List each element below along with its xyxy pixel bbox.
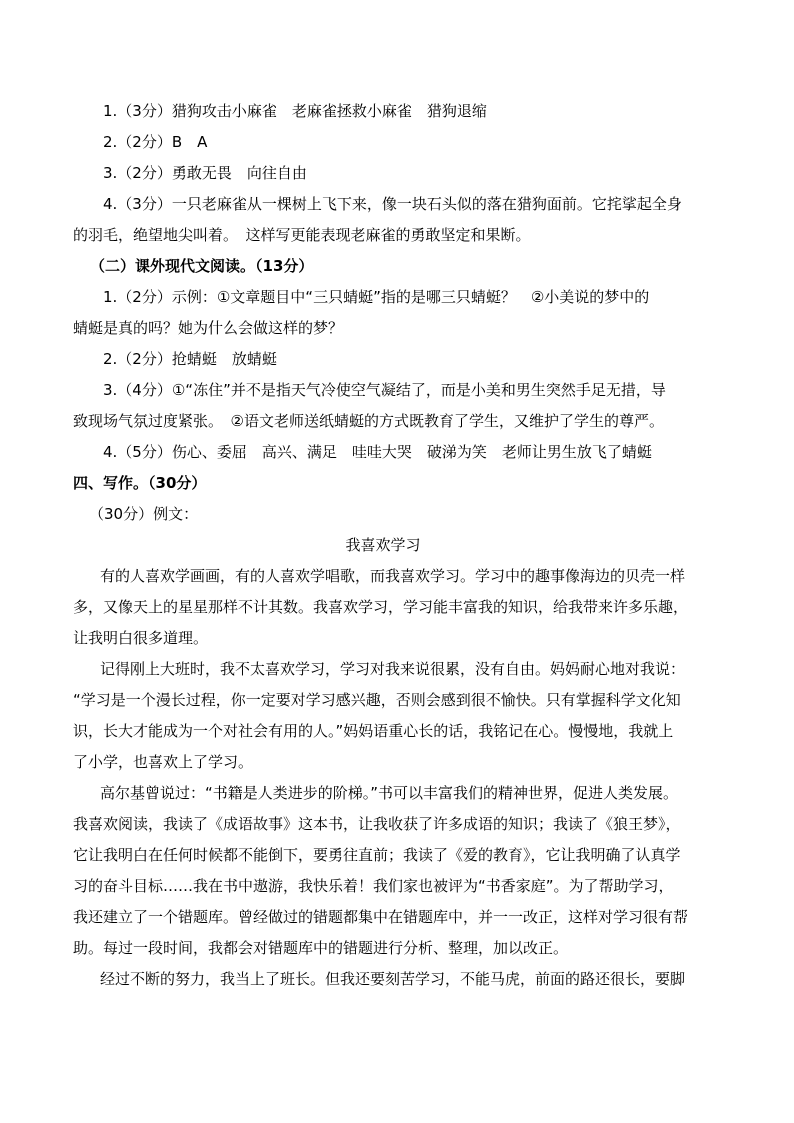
answer-b1-line2: 蜻蜓是真的吗？她为什么会做这样的梦？ xyxy=(73,319,344,337)
section-b-heading: （二）课外现代文阅读。（13分） xyxy=(90,257,314,275)
answer-a4-line1: 4.（3分）一只老麻雀从一棵树上飞下来，像一块石头似的落在猎狗面前。它挓挲起全身 xyxy=(103,195,682,213)
essay-line: 高尔基曾说过：“书籍是人类进步的阶梯。”书可以丰富我们的精神世界，促进人类发展。 xyxy=(100,784,679,802)
answer-a1: 1.（3分）猎狗攻击小麻雀 老麻雀拯救小麻雀 猎狗退缩 xyxy=(103,102,487,120)
essay-paragraph-3 xyxy=(73,778,723,964)
answer-a3: 3.（2分）勇敢无畏 向往自由 xyxy=(103,164,307,182)
answer-b2: 2.（2分）抢蜻蜓 放蜻蜓 xyxy=(103,350,277,368)
essay-line: 经过不断的努力，我当上了班长。但我还要刻苦学习，不能马虎，前面的路还很长，要脚 xyxy=(100,970,686,988)
essay-line: 我还建立了一个错题库。曾经做过的错题都集中在错题库中，并一一改正，这样对学习很有帮 xyxy=(73,908,689,926)
essay-meta: （30分）例文： xyxy=(89,505,199,523)
answer-a2: 2.（2分）B A xyxy=(103,133,208,151)
essay-line: 有的人喜欢学画画，有的人喜欢学唱歌，而我喜欢学习。学习中的趣事像海边的贝壳一样 xyxy=(100,567,686,585)
answer-a4-line2: 的羽毛，绝望地尖叫着。 这样写更能表现老麻雀的勇敢坚定和果断。 xyxy=(73,226,531,244)
answer-b1-line1: 1.（2分）示例：①文章题目中“三只蜻蜓”指的是哪三只蜻蜓？ ②小美说的梦中的 xyxy=(103,288,650,306)
essay-title: 我喜欢学习 xyxy=(345,536,421,554)
essay-line: 习的奋斗目标……我在书中遨游，我快乐着！我们家也被评为“书香家庭”。为了帮助学习， xyxy=(73,877,674,895)
section-c-heading: 四、写作。（30分） xyxy=(73,474,207,492)
essay-line: 它让我明白在任何时候都不能倒下，要勇往直前；我读了《爱的教育》，它让我明确了认真学 xyxy=(73,846,681,864)
essay-line: 记得刚上大班时，我不太喜欢学习，学习对我来说很累，没有自由。妈妈耐心地对我说： xyxy=(100,660,686,678)
essay-line: 助。每过一段时间，我都会对错题库中的错题进行分析、整理，加以改正。 xyxy=(73,939,569,957)
essay-paragraph-2 xyxy=(73,654,723,778)
essay-line: “学习是一个漫长过程，你一定要对学习感兴趣，否则会感到很不愉快。只有掌握科学文化知 xyxy=(73,691,681,709)
essay-line: 我喜欢阅读，我读了《成语故事》这本书，让我收获了许多成语的知识；我读了《狼王梦》， xyxy=(73,815,681,833)
essay-line: 识，长大才能成为一个对社会有用的人。”妈妈语重心长的话，我铭记在心。慢慢地，我就上 xyxy=(73,722,674,740)
answer-b4: 4.（5分）伤心、委屈 高兴、满足 哇哇大哭 破涕为笑 老师让男生放飞了蜻蜓 xyxy=(103,443,652,461)
essay-paragraph-4 xyxy=(100,964,723,995)
essay-line: 多，又像天上的星星那样不计其数。我喜欢学习，学习能丰富我的知识，给我带来许多乐趣， xyxy=(73,598,689,616)
essay-line: 了小学，也喜欢上了学习。 xyxy=(73,753,254,771)
answer-b3-line1: 3.（4分）①“冻住”并不是指天气冷使空气凝结了，而是小美和男生突然手足无措，导 xyxy=(103,381,666,399)
essay-paragraph-1 xyxy=(73,561,723,654)
essay-line: 让我明白很多道理。 xyxy=(73,629,209,647)
document-page xyxy=(73,96,723,995)
answer-b3-line2: 致现场气氛过度紧张。 ②语文老师送纸蜻蜓的方式既教育了学生，又维护了学生的尊严。 xyxy=(73,412,664,430)
